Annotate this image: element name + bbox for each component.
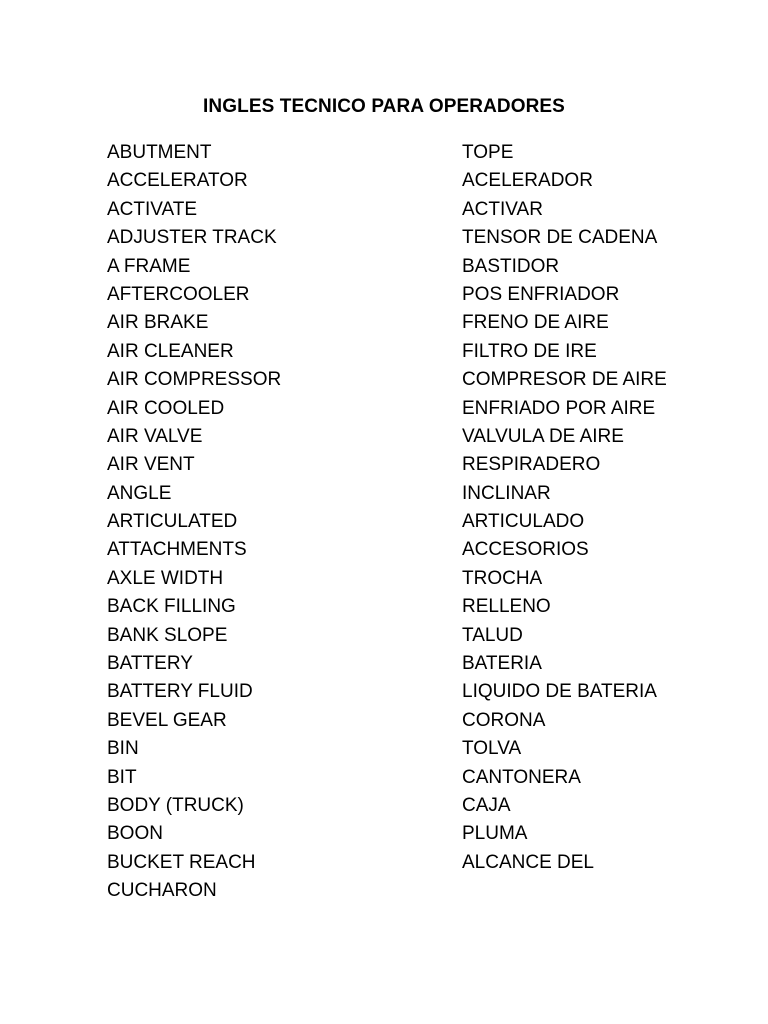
spanish-translation: RESPIRADERO bbox=[462, 454, 601, 476]
glossary-row bbox=[107, 139, 707, 167]
spanish-translation: TOLVA bbox=[462, 738, 522, 760]
english-term: AIR BRAKE bbox=[107, 312, 209, 334]
glossary-row bbox=[107, 820, 707, 848]
spanish-translation: ACCESORIOS bbox=[462, 539, 589, 561]
glossary-row bbox=[107, 423, 707, 451]
glossary-row bbox=[107, 338, 707, 366]
english-term: AIR COOLED bbox=[107, 397, 225, 419]
glossary-row bbox=[107, 650, 707, 678]
glossary-row bbox=[107, 253, 707, 281]
english-term: BATTERY bbox=[107, 653, 193, 675]
spanish-translation: ENFRIADO POR AIRE bbox=[462, 397, 656, 419]
spanish-translation: TENSOR DE CADENA bbox=[462, 227, 658, 249]
glossary-row bbox=[107, 593, 707, 621]
spanish-translation: VALVULA DE AIRE bbox=[462, 425, 624, 447]
english-term: BACK FILLING bbox=[107, 596, 236, 618]
english-term: ACCELERATOR bbox=[107, 170, 248, 192]
english-term: AIR CLEANER bbox=[107, 340, 234, 362]
spanish-translation: TOPE bbox=[462, 142, 514, 163]
spanish-translation: ALCANCE DEL bbox=[462, 851, 594, 873]
english-term: AXLE WIDTH bbox=[107, 567, 224, 589]
spanish-translation: CANTONERA bbox=[462, 766, 581, 788]
english-term: A FRAME bbox=[107, 255, 191, 277]
glossary-list bbox=[107, 139, 707, 906]
spanish-translation: FRENO DE AIRE bbox=[462, 312, 609, 334]
english-term: AIR COMPRESSOR bbox=[107, 369, 282, 391]
glossary-row bbox=[107, 707, 707, 735]
spanish-translation: LIQUIDO DE BATERIA bbox=[462, 681, 657, 703]
glossary-row bbox=[107, 395, 707, 423]
glossary-row bbox=[107, 877, 707, 905]
english-term: BATTERY FLUID bbox=[107, 681, 253, 703]
glossary-row bbox=[107, 536, 707, 564]
english-term: BIT bbox=[107, 766, 137, 788]
glossary-row bbox=[107, 366, 707, 394]
glossary-row bbox=[107, 281, 707, 309]
spanish-translation: COMPRESOR DE AIRE bbox=[462, 369, 667, 391]
spanish-translation: RELLENO bbox=[462, 596, 551, 618]
spanish-translation: CAJA bbox=[462, 794, 511, 816]
glossary-row bbox=[107, 678, 707, 706]
spanish-translation: INCLINAR bbox=[462, 482, 551, 504]
glossary-row bbox=[107, 309, 707, 337]
english-term: ANGLE bbox=[107, 482, 172, 504]
english-term: BOON bbox=[107, 823, 163, 845]
spanish-translation: BATERIA bbox=[462, 653, 542, 675]
spanish-translation: FILTRO DE IRE bbox=[462, 340, 597, 362]
english-term: AIR VENT bbox=[107, 454, 195, 476]
spanish-translation: BASTIDOR bbox=[462, 255, 560, 277]
english-term: BANK SLOPE bbox=[107, 624, 228, 646]
spanish-translation: TALUD bbox=[462, 624, 523, 646]
english-term: ABUTMENT bbox=[107, 142, 212, 163]
english-term: ATTACHMENTS bbox=[107, 539, 247, 561]
english-term: BIN bbox=[107, 738, 139, 760]
english-term: AFTERCOOLER bbox=[107, 283, 250, 305]
glossary-row bbox=[107, 849, 707, 877]
glossary-row bbox=[107, 451, 707, 479]
english-term: ARTICULATED bbox=[107, 511, 238, 533]
glossary-row bbox=[107, 167, 707, 195]
glossary-row bbox=[107, 764, 707, 792]
glossary-row bbox=[107, 508, 707, 536]
glossary-row bbox=[107, 792, 707, 820]
spanish-translation: CORONA bbox=[462, 709, 546, 731]
glossary-row bbox=[107, 224, 707, 252]
english-term: ADJUSTER TRACK bbox=[107, 227, 277, 249]
english-term: AIR VALVE bbox=[107, 425, 203, 447]
spanish-translation: ACTIVAR bbox=[462, 198, 543, 220]
english-term: BEVEL GEAR bbox=[107, 709, 227, 731]
spanish-translation: ARTICULADO bbox=[462, 511, 585, 533]
glossary-row bbox=[107, 196, 707, 224]
glossary-row bbox=[107, 735, 707, 763]
document-title: INGLES TECNICO PARA OPERADORES bbox=[203, 96, 565, 117]
english-term: ACTIVATE bbox=[107, 198, 198, 220]
english-term: BODY (TRUCK) bbox=[107, 794, 244, 816]
english-term: CUCHARON bbox=[107, 880, 217, 902]
glossary-row bbox=[107, 565, 707, 593]
spanish-translation: POS ENFRIADOR bbox=[462, 283, 620, 305]
english-term: BUCKET REACH bbox=[107, 851, 256, 873]
glossary-row bbox=[107, 480, 707, 508]
spanish-translation: ACELERADOR bbox=[462, 170, 593, 192]
spanish-translation: PLUMA bbox=[462, 823, 528, 845]
spanish-translation: TROCHA bbox=[462, 567, 543, 589]
glossary-row bbox=[107, 622, 707, 650]
